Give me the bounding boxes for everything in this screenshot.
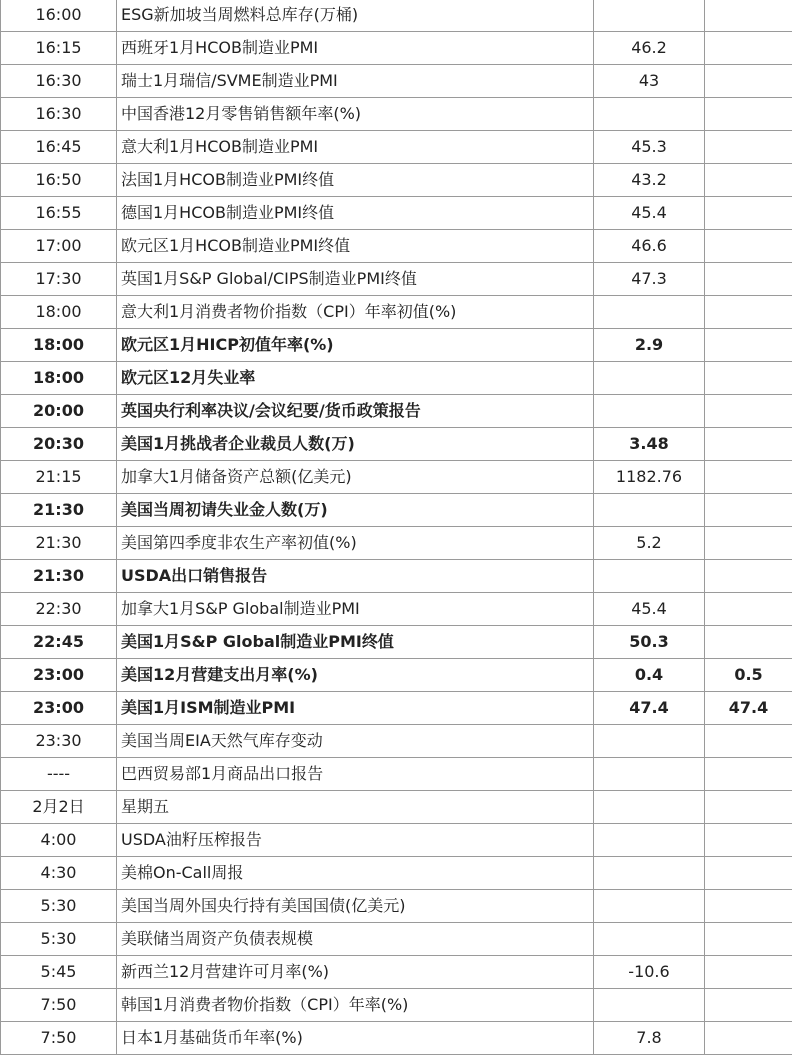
forecast-value-cell [705,824,792,857]
time-cell: 20:30 [1,428,117,461]
event-name-cell: 日本1月基础货币年率(%) [117,1022,594,1055]
previous-value-cell: 3.48 [594,428,705,461]
event-name-cell: 星期五 [117,791,594,824]
event-name-cell: 美国当周初请失业金人数(万) [117,494,594,527]
time-cell: 23:30 [1,725,117,758]
time-cell: 16:30 [1,98,117,131]
time-cell: 17:30 [1,263,117,296]
event-name-cell: 法国1月HCOB制造业PMI终值 [117,164,594,197]
event-name-cell: 意大利1月HCOB制造业PMI [117,131,594,164]
forecast-value-cell [705,65,792,98]
table-row [1,692,792,725]
table-row [1,428,792,461]
event-name-cell: 美国当周外国央行持有美国国债(亿美元) [117,890,594,923]
time-cell: 4:00 [1,824,117,857]
previous-value-cell: 45.3 [594,131,705,164]
event-name-cell: 意大利1月消费者物价指数（CPI）年率初值(%) [117,296,594,329]
previous-value-cell: 7.8 [594,1022,705,1055]
time-cell: 21:30 [1,527,117,560]
event-name-cell: 巴西贸易部1月商品出口报告 [117,758,594,791]
forecast-value-cell [705,923,792,956]
event-name-cell: USDA出口销售报告 [117,560,594,593]
time-cell: 23:00 [1,692,117,725]
previous-value-cell [594,725,705,758]
time-cell: 5:45 [1,956,117,989]
event-name-cell: 英国央行利率决议/会议纪要/货币政策报告 [117,395,594,428]
time-cell: 22:45 [1,626,117,659]
forecast-value-cell [705,32,792,65]
forecast-value-cell [705,1022,792,1055]
time-cell: 16:30 [1,65,117,98]
forecast-value-cell [705,890,792,923]
previous-value-cell: 0.4 [594,659,705,692]
forecast-value-cell [705,461,792,494]
table-row [1,164,792,197]
previous-value-cell: 45.4 [594,593,705,626]
event-name-cell: 欧元区12月失业率 [117,362,594,395]
event-name-cell: 美国当周EIA天然气库存变动 [117,725,594,758]
forecast-value-cell [705,593,792,626]
table-row [1,791,792,824]
previous-value-cell: 5.2 [594,527,705,560]
event-name-cell: 英国1月S&P Global/CIPS制造业PMI终值 [117,263,594,296]
time-cell: 7:50 [1,989,117,1022]
time-cell: 21:15 [1,461,117,494]
event-name-cell: 美国12月营建支出月率(%) [117,659,594,692]
previous-value-cell: 43.2 [594,164,705,197]
forecast-value-cell [705,494,792,527]
table-row [1,494,792,527]
previous-value-cell: 46.6 [594,230,705,263]
forecast-value-cell [705,0,792,32]
event-name-cell: 欧元区1月HICP初值年率(%) [117,329,594,362]
event-name-cell: 欧元区1月HCOB制造业PMI终值 [117,230,594,263]
previous-value-cell [594,989,705,1022]
table-row [1,857,792,890]
table-row [1,395,792,428]
forecast-value-cell [705,98,792,131]
forecast-value-cell [705,131,792,164]
table-row [1,560,792,593]
previous-value-cell [594,494,705,527]
forecast-value-cell [705,560,792,593]
table-row [1,527,792,560]
table-row [1,758,792,791]
time-cell: 4:30 [1,857,117,890]
previous-value-cell: 46.2 [594,32,705,65]
event-name-cell: 美联储当周资产负债表规模 [117,923,594,956]
event-name-cell: 新西兰12月营建许可月率(%) [117,956,594,989]
forecast-value-cell [705,362,792,395]
table-row [1,989,792,1022]
event-name-cell: 韩国1月消费者物价指数（CPI）年率(%) [117,989,594,1022]
previous-value-cell [594,0,705,32]
forecast-value-cell [705,164,792,197]
calendar-body [1,0,792,1055]
table-row [1,98,792,131]
event-name-cell: 美国1月挑战者企业裁员人数(万) [117,428,594,461]
previous-value-cell: 2.9 [594,329,705,362]
time-cell: 20:00 [1,395,117,428]
previous-value-cell [594,791,705,824]
event-name-cell: 德国1月HCOB制造业PMI终值 [117,197,594,230]
previous-value-cell: -10.6 [594,956,705,989]
forecast-value-cell [705,395,792,428]
previous-value-cell [594,857,705,890]
forecast-value-cell [705,197,792,230]
previous-value-cell [594,560,705,593]
event-name-cell: 中国香港12月零售销售额年率(%) [117,98,594,131]
previous-value-cell [594,362,705,395]
forecast-value-cell [705,230,792,263]
time-cell: 21:30 [1,494,117,527]
table-row [1,725,792,758]
time-cell: 16:45 [1,131,117,164]
previous-value-cell: 43 [594,65,705,98]
time-cell: 7:50 [1,1022,117,1055]
forecast-value-cell [705,725,792,758]
forecast-value-cell [705,428,792,461]
event-name-cell: 美国1月ISM制造业PMI [117,692,594,725]
time-cell: 16:00 [1,0,117,32]
table-row [1,461,792,494]
event-name-cell: ESG新加坡当周燃料总库存(万桶) [117,0,594,32]
table-row [1,923,792,956]
event-name-cell: 加拿大1月储备资产总额(亿美元) [117,461,594,494]
previous-value-cell: 47.3 [594,263,705,296]
event-name-cell: 美国1月S&P Global制造业PMI终值 [117,626,594,659]
table-row [1,593,792,626]
time-cell: ---- [1,758,117,791]
previous-value-cell: 45.4 [594,197,705,230]
previous-value-cell: 50.3 [594,626,705,659]
previous-value-cell [594,758,705,791]
event-name-cell: 美棉On-Call周报 [117,857,594,890]
time-cell: 16:55 [1,197,117,230]
table-row [1,362,792,395]
table-row [1,1022,792,1055]
previous-value-cell [594,98,705,131]
time-cell: 21:30 [1,560,117,593]
previous-value-cell [594,395,705,428]
previous-value-cell [594,296,705,329]
forecast-value-cell [705,263,792,296]
time-cell: 18:00 [1,362,117,395]
table-row [1,263,792,296]
forecast-value-cell [705,989,792,1022]
forecast-value-cell [705,758,792,791]
table-row [1,65,792,98]
forecast-value-cell [705,791,792,824]
time-cell: 23:00 [1,659,117,692]
time-cell: 2月2日 [1,791,117,824]
previous-value-cell: 1182.76 [594,461,705,494]
event-name-cell: USDA油籽压榨报告 [117,824,594,857]
time-cell: 5:30 [1,890,117,923]
table-row [1,197,792,230]
event-name-cell: 美国第四季度非农生产率初值(%) [117,527,594,560]
previous-value-cell: 47.4 [594,692,705,725]
table-row [1,296,792,329]
forecast-value-cell [705,857,792,890]
event-name-cell: 瑞士1月瑞信/SVME制造业PMI [117,65,594,98]
table-row [1,626,792,659]
time-cell: 22:30 [1,593,117,626]
table-row [1,131,792,164]
table-row [1,824,792,857]
previous-value-cell [594,923,705,956]
forecast-value-cell [705,956,792,989]
time-cell: 18:00 [1,329,117,362]
forecast-value-cell [705,329,792,362]
forecast-value-cell [705,527,792,560]
forecast-value-cell: 47.4 [705,692,792,725]
table-row [1,659,792,692]
table-row [1,956,792,989]
table-row [1,230,792,263]
table-row [1,329,792,362]
table-row [1,32,792,65]
previous-value-cell [594,824,705,857]
table-row [1,0,792,32]
previous-value-cell [594,890,705,923]
time-cell: 5:30 [1,923,117,956]
forecast-value-cell [705,296,792,329]
time-cell: 17:00 [1,230,117,263]
forecast-value-cell: 0.5 [705,659,792,692]
forecast-value-cell [705,626,792,659]
table-row [1,890,792,923]
time-cell: 16:50 [1,164,117,197]
time-cell: 16:15 [1,32,117,65]
time-cell: 18:00 [1,296,117,329]
event-name-cell: 加拿大1月S&P Global制造业PMI [117,593,594,626]
event-name-cell: 西班牙1月HCOB制造业PMI [117,32,594,65]
